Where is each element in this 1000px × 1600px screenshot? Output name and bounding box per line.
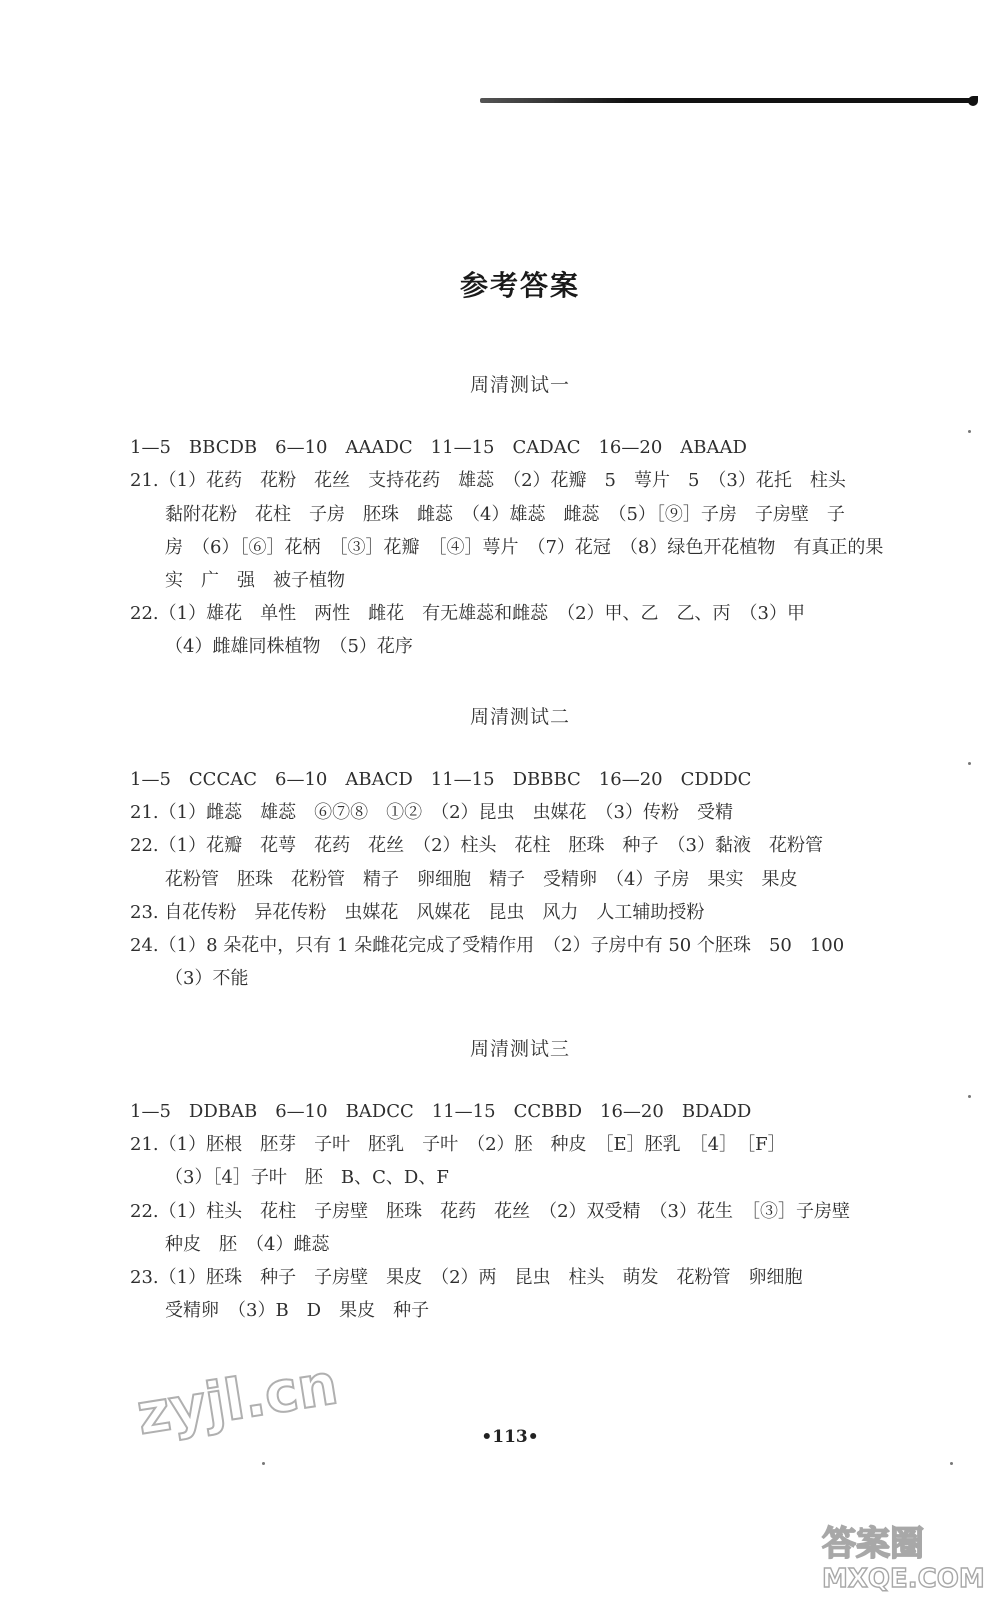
answer-line: 21.（1）雌蕊 雄蕊 ⑥⑦⑧ ①② （2）昆虫 虫媒花 （3）传粉 受精 bbox=[130, 802, 733, 823]
scan-speck bbox=[950, 1462, 953, 1465]
answer-line: 1—5 CCCAC 6—10 ABACD 11—15 DBBBC 16—20 CDDDC bbox=[130, 769, 752, 790]
scan-speck bbox=[262, 1462, 265, 1465]
page-number: •113• bbox=[481, 1427, 539, 1447]
scan-speck bbox=[968, 762, 971, 765]
answer-line: 房 （6）［⑥］花柄 ［③］花瓣 ［④］萼片 （7）花冠 （8）绿色开花植物 有真正的果 bbox=[165, 537, 884, 558]
answer-line: 21.（1）胚根 胚芽 子叶 胚乳 子叶 （2）胚 种皮 ［E］胚乳 ［4］ ［F］ bbox=[130, 1134, 786, 1155]
answer-line: 23. 自花传粉 异花传粉 虫媒花 风媒花 昆虫 风力 人工辅助授粉 bbox=[130, 902, 705, 923]
answer-line: 实 广 强 被子植物 bbox=[165, 570, 345, 591]
watermark-left-text: zyjl.cn bbox=[132, 1352, 343, 1448]
watermark-right-bottom-text: MXQE.COM bbox=[822, 1564, 985, 1594]
mxqe-watermark-logo bbox=[820, 1515, 990, 1595]
page-title: 参考答案 bbox=[459, 269, 580, 302]
answer-line: （4）雌雄同株植物 （5）花序 bbox=[165, 636, 413, 657]
answer-line: 22.（1）花瓣 花萼 花药 花丝 （2）柱头 花柱 胚珠 种子 （3）黏液 花粉管 bbox=[130, 835, 823, 856]
answer-line: 种皮 胚 （4）雌蕊 bbox=[165, 1234, 330, 1255]
answer-line: 黏附花粉 花柱 子房 胚珠 雌蕊 （4）雄蕊 雌蕊 （5）［⑨］子房 子房壁 子 bbox=[165, 504, 845, 525]
section-heading-3: 周清测试三 bbox=[469, 1038, 570, 1060]
answer-line: 21.（1）花药 花粉 花丝 支持花药 雄蕊 （2）花瓣 5 萼片 5 （3）花托 柱头 bbox=[130, 470, 846, 491]
scan-speck bbox=[968, 1095, 971, 1098]
answer-line: 24.（1）8 朵花中，只有 1 朵雌花完成了受精作用 （2）子房中有 50 个胚珠 50 100 bbox=[130, 935, 845, 956]
section-heading-2: 周清测试二 bbox=[469, 706, 570, 728]
answer-line: 23.（1）胚珠 种子 子房壁 果皮 （2）两 昆虫 柱头 萌发 花粉管 卵细胞 bbox=[130, 1267, 803, 1288]
answer-line: （3）不能 bbox=[165, 968, 249, 989]
top-decorative-rule bbox=[480, 98, 975, 103]
answer-line: 花粉管 胚珠 花粉管 精子 卵细胞 精子 受精卵 （4）子房 果实 果皮 bbox=[165, 869, 798, 890]
answer-line: 22.（1）雄花 单性 两性 雌花 有无雄蕊和雌蕊 （2）甲、乙 乙、丙 （3）甲 bbox=[130, 603, 805, 624]
watermark-right-top-text: 答案圈 bbox=[822, 1524, 924, 1564]
answer-line: （3）［4］子叶 胚 B、C、D、F bbox=[165, 1167, 449, 1188]
answer-line: 1—5 DDBAB 6—10 BADCC 11—15 CCBBD 16—20 BDADD bbox=[130, 1101, 752, 1122]
answer-line: 受精卵 （3）B D 果皮 种子 bbox=[165, 1300, 430, 1321]
answer-line: 22.（1）柱头 花柱 子房壁 胚珠 花药 花丝 （2）双受精 （3）花生 ［③］子房壁 bbox=[130, 1201, 850, 1222]
answer-line: 1—5 BBCDB 6—10 AAADC 11—15 CADAC 16—20 ABAAD bbox=[130, 437, 747, 458]
scan-speck bbox=[968, 430, 971, 433]
section-heading-1: 周清测试一 bbox=[469, 374, 570, 396]
